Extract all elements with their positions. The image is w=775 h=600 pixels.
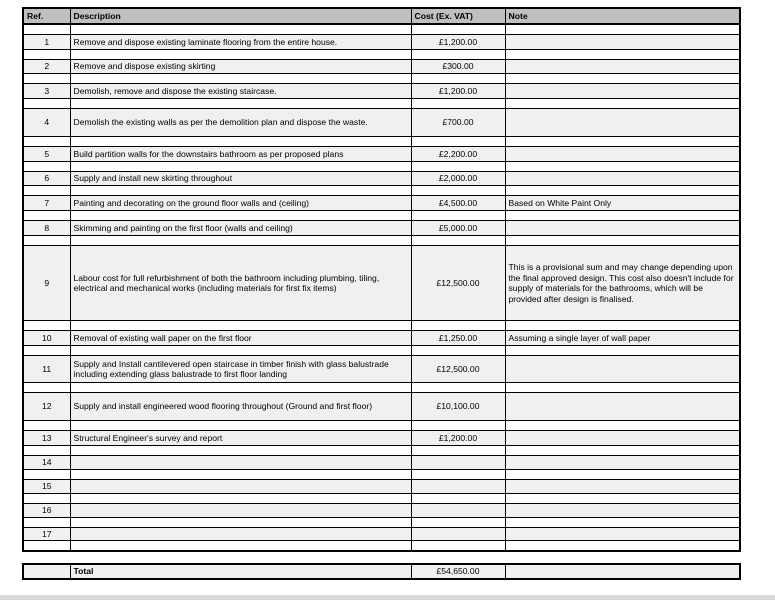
header-ref[interactable]: Ref. bbox=[23, 8, 70, 24]
spacer-cell bbox=[505, 24, 740, 35]
spacer-row bbox=[23, 137, 740, 147]
ref-cell[interactable]: 17 bbox=[23, 528, 70, 541]
cost-cell[interactable]: £1,200.00 bbox=[411, 84, 505, 99]
note-cell[interactable] bbox=[505, 504, 740, 518]
spacer-cell bbox=[505, 321, 740, 331]
item-row bbox=[23, 331, 740, 346]
spacer-cell bbox=[23, 211, 70, 221]
spacer-cell bbox=[505, 99, 740, 109]
note-cell[interactable]: Based on White Paint Only bbox=[505, 196, 740, 211]
note-cell[interactable] bbox=[505, 84, 740, 99]
note-cell[interactable] bbox=[505, 109, 740, 137]
description-cell[interactable]: Remove and dispose existing laminate flooring from the entire house. bbox=[70, 35, 411, 50]
spacer-cell bbox=[70, 186, 411, 196]
spacer-cell bbox=[411, 24, 505, 35]
spacer-cell bbox=[505, 162, 740, 172]
spacer-cell bbox=[23, 421, 70, 431]
spacer-cell bbox=[411, 137, 505, 147]
cost-cell[interactable]: £12,500.00 bbox=[411, 356, 505, 383]
ref-cell[interactable]: 3 bbox=[23, 84, 70, 99]
header-description[interactable]: Description bbox=[70, 8, 411, 24]
spacer-cell bbox=[70, 99, 411, 109]
description-cell[interactable]: Demolish the existing walls as per the demolition plan and dispose the waste. bbox=[70, 109, 411, 137]
ref-cell[interactable]: 14 bbox=[23, 456, 70, 470]
spacer-row bbox=[23, 421, 740, 431]
total-row bbox=[23, 564, 740, 579]
spacer-cell bbox=[505, 518, 740, 528]
spacer-row bbox=[23, 211, 740, 221]
spacer-row bbox=[23, 518, 740, 528]
note-cell[interactable] bbox=[505, 480, 740, 494]
ref-cell[interactable]: 13 bbox=[23, 431, 70, 446]
item-row bbox=[23, 356, 740, 383]
note-cell[interactable] bbox=[505, 172, 740, 186]
ref-cell[interactable]: 16 bbox=[23, 504, 70, 518]
spacer-cell bbox=[23, 137, 70, 147]
horizontal-scrollbar[interactable] bbox=[0, 595, 775, 600]
item-row bbox=[23, 35, 740, 50]
spacer-cell bbox=[411, 470, 505, 480]
ref-cell[interactable]: 15 bbox=[23, 480, 70, 494]
spacer-cell bbox=[23, 446, 70, 456]
spacer-cell bbox=[505, 236, 740, 246]
ref-cell[interactable]: 12 bbox=[23, 393, 70, 421]
note-cell[interactable] bbox=[505, 147, 740, 162]
item-row bbox=[23, 84, 740, 99]
cost-cell[interactable]: £5,000.00 bbox=[411, 221, 505, 236]
description-cell[interactable]: Build partition walls for the downstairs bathroom as per proposed plans bbox=[70, 147, 411, 162]
spacer-row bbox=[23, 541, 740, 552]
cost-cell[interactable]: £10,100.00 bbox=[411, 393, 505, 421]
ref-cell[interactable]: 6 bbox=[23, 172, 70, 186]
spacer-cell bbox=[411, 346, 505, 356]
spacer-row bbox=[23, 162, 740, 172]
spacer-cell bbox=[23, 541, 70, 552]
spacer-cell bbox=[23, 74, 70, 84]
spacer-cell bbox=[23, 99, 70, 109]
cost-cell[interactable] bbox=[411, 504, 505, 518]
spacer-cell bbox=[23, 518, 70, 528]
item-row bbox=[23, 528, 740, 541]
item-row bbox=[23, 109, 740, 137]
spacer-cell bbox=[505, 346, 740, 356]
ref-cell[interactable]: 11 bbox=[23, 356, 70, 383]
cost-cell[interactable]: £4,500.00 bbox=[411, 196, 505, 211]
total-note[interactable] bbox=[505, 564, 740, 579]
total-table bbox=[22, 563, 741, 580]
description-cell[interactable] bbox=[70, 504, 411, 518]
cost-cell[interactable]: £1,200.00 bbox=[411, 35, 505, 50]
cost-cell[interactable] bbox=[411, 480, 505, 494]
spacer-cell bbox=[411, 494, 505, 504]
item-row bbox=[23, 431, 740, 446]
description-cell[interactable]: Skimming and painting on the first floor (walls and ceiling) bbox=[70, 221, 411, 236]
spacer-row bbox=[23, 186, 740, 196]
header-gap-row bbox=[23, 24, 740, 35]
header-note[interactable]: Note bbox=[505, 8, 740, 24]
description-cell[interactable] bbox=[70, 528, 411, 541]
spacer-row bbox=[23, 99, 740, 109]
item-row bbox=[23, 196, 740, 211]
note-cell[interactable] bbox=[505, 431, 740, 446]
description-cell[interactable]: Painting and decorating on the ground floor walls and (ceiling) bbox=[70, 196, 411, 211]
item-row bbox=[23, 456, 740, 470]
spacer-cell bbox=[70, 211, 411, 221]
spacer-row bbox=[23, 470, 740, 480]
ref-cell[interactable]: 8 bbox=[23, 221, 70, 236]
spacer-cell bbox=[70, 236, 411, 246]
spacer-cell bbox=[23, 321, 70, 331]
item-row bbox=[23, 172, 740, 186]
ref-cell[interactable]: 5 bbox=[23, 147, 70, 162]
spacer-cell bbox=[70, 518, 411, 528]
spacer-row bbox=[23, 383, 740, 393]
header-cost[interactable]: Cost (Ex. VAT) bbox=[411, 8, 505, 24]
spacer-cell bbox=[411, 383, 505, 393]
item-row bbox=[23, 60, 740, 74]
header-row bbox=[23, 8, 740, 24]
spacer-row bbox=[23, 236, 740, 246]
total-cost[interactable]: £54,650.00 bbox=[411, 564, 505, 579]
spacer-cell bbox=[23, 236, 70, 246]
spacer-cell bbox=[411, 321, 505, 331]
spacer-cell bbox=[411, 162, 505, 172]
spacer-row bbox=[23, 321, 740, 331]
spacer-cell bbox=[505, 50, 740, 60]
spacer-cell bbox=[505, 74, 740, 84]
description-cell[interactable]: Supply and Install cantilevered open staircase in timber finish with glass balustrade including extending glass balustrade to first floor landing bbox=[70, 356, 411, 383]
spacer-cell bbox=[411, 446, 505, 456]
cost-table bbox=[22, 7, 741, 552]
spacer-row bbox=[23, 494, 740, 504]
spacer-row bbox=[23, 74, 740, 84]
ref-cell[interactable]: 1 bbox=[23, 35, 70, 50]
spacer-cell bbox=[411, 518, 505, 528]
spacer-cell bbox=[411, 236, 505, 246]
description-cell[interactable]: Supply and install new skirting throughout bbox=[70, 172, 411, 186]
description-cell[interactable] bbox=[70, 480, 411, 494]
description-cell[interactable]: Removal of existing wall paper on the first floor bbox=[70, 331, 411, 346]
cost-cell[interactable]: £2,000.00 bbox=[411, 172, 505, 186]
spacer-cell bbox=[505, 421, 740, 431]
spacer-cell bbox=[411, 211, 505, 221]
note-cell[interactable]: Assuming a single layer of wall paper bbox=[505, 331, 740, 346]
spacer-cell bbox=[70, 446, 411, 456]
total-label[interactable]: Total bbox=[70, 564, 411, 579]
spacer-cell bbox=[505, 541, 740, 552]
spacer-row bbox=[23, 346, 740, 356]
cost-cell[interactable]: £1,200.00 bbox=[411, 431, 505, 446]
description-cell[interactable]: Remove and dispose existing skirting bbox=[70, 60, 411, 74]
spacer-cell bbox=[23, 162, 70, 172]
ref-cell[interactable]: 2 bbox=[23, 60, 70, 74]
cost-cell[interactable]: £300.00 bbox=[411, 60, 505, 74]
spacer-cell bbox=[411, 541, 505, 552]
spacer-cell bbox=[23, 186, 70, 196]
spacer-row bbox=[23, 446, 740, 456]
spacer-cell bbox=[505, 446, 740, 456]
note-cell[interactable] bbox=[505, 356, 740, 383]
spacer-cell bbox=[505, 211, 740, 221]
spacer-cell bbox=[505, 137, 740, 147]
spacer-cell bbox=[505, 383, 740, 393]
note-cell[interactable] bbox=[505, 35, 740, 50]
cost-schedule-sheet bbox=[22, 7, 739, 580]
spacer-cell bbox=[70, 50, 411, 60]
ref-cell[interactable]: 7 bbox=[23, 196, 70, 211]
description-cell[interactable]: Supply and install engineered wood flooring throughout (Ground and first floor) bbox=[70, 393, 411, 421]
cost-cell[interactable]: £700.00 bbox=[411, 109, 505, 137]
spacer-cell bbox=[23, 50, 70, 60]
spacer-cell bbox=[70, 494, 411, 504]
spacer-cell bbox=[505, 470, 740, 480]
total-ref-cell[interactable] bbox=[23, 564, 70, 579]
spacer-cell bbox=[70, 421, 411, 431]
spacer-cell bbox=[70, 383, 411, 393]
spacer-row bbox=[23, 50, 740, 60]
item-row bbox=[23, 246, 740, 321]
note-cell[interactable] bbox=[505, 60, 740, 74]
item-row bbox=[23, 221, 740, 236]
cost-cell[interactable] bbox=[411, 456, 505, 470]
spacer-cell bbox=[70, 541, 411, 552]
spacer-cell bbox=[23, 494, 70, 504]
description-cell[interactable]: Structural Engineer's survey and report bbox=[70, 431, 411, 446]
ref-cell[interactable]: 9 bbox=[23, 246, 70, 321]
spacer-cell bbox=[23, 383, 70, 393]
spacer-cell bbox=[70, 321, 411, 331]
item-row bbox=[23, 393, 740, 421]
item-row bbox=[23, 504, 740, 518]
description-cell[interactable] bbox=[70, 456, 411, 470]
spacer-cell bbox=[411, 186, 505, 196]
cost-cell[interactable] bbox=[411, 528, 505, 541]
spacer-cell bbox=[70, 74, 411, 84]
note-cell[interactable] bbox=[505, 221, 740, 236]
cost-cell[interactable]: £2,200.00 bbox=[411, 147, 505, 162]
spacer-cell bbox=[411, 50, 505, 60]
spacer-cell bbox=[23, 346, 70, 356]
item-row bbox=[23, 480, 740, 494]
spacer-cell bbox=[411, 421, 505, 431]
note-cell[interactable] bbox=[505, 393, 740, 421]
spacer-cell bbox=[70, 470, 411, 480]
note-cell[interactable] bbox=[505, 456, 740, 470]
spacer-cell bbox=[505, 494, 740, 504]
cost-cell[interactable]: £1,250.00 bbox=[411, 331, 505, 346]
ref-cell[interactable]: 4 bbox=[23, 109, 70, 137]
ref-cell[interactable]: 10 bbox=[23, 331, 70, 346]
note-cell[interactable] bbox=[505, 528, 740, 541]
spacer-cell bbox=[70, 346, 411, 356]
spacer-cell bbox=[411, 99, 505, 109]
spacer-cell bbox=[23, 470, 70, 480]
spacer-cell bbox=[70, 162, 411, 172]
spacer-cell bbox=[411, 74, 505, 84]
spacer-cell bbox=[23, 24, 70, 35]
description-cell[interactable]: Labour cost for full refurbishment of both the bathroom including plumbing, tiling, electrical and mechanical works (including materials for first fix items) bbox=[70, 246, 411, 321]
note-cell[interactable]: This is a provisional sum and may change depending upon the final approved design. This cost also doesn't include for supply of materials for the bathrooms, which will be provided after design is finalised. bbox=[505, 246, 740, 321]
spacer-cell bbox=[70, 24, 411, 35]
item-row bbox=[23, 147, 740, 162]
cost-cell[interactable]: £12,500.00 bbox=[411, 246, 505, 321]
spacer-cell bbox=[505, 186, 740, 196]
description-cell[interactable]: Demolish, remove and dispose the existing staircase. bbox=[70, 84, 411, 99]
spacer-cell bbox=[70, 137, 411, 147]
